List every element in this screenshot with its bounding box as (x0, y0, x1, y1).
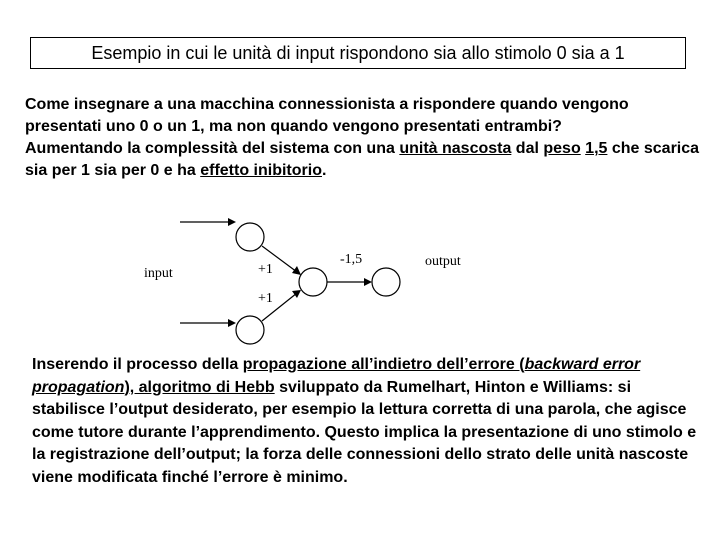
hidden-node (299, 268, 327, 296)
peso-term: peso (543, 140, 581, 157)
intro-text-start: Aumentando la complessità del sistema con una (25, 140, 400, 157)
backprop-paragraph (32, 354, 702, 489)
input-node-bottom (236, 316, 264, 344)
arrowhead-top-to-hidden (292, 266, 301, 275)
weight-inhibit-label: -1,5 (340, 252, 363, 267)
input-label: input (144, 266, 173, 281)
backprop-term: propagazione all’indietro dell’errore ( (242, 356, 525, 373)
output-node (372, 268, 400, 296)
hebb-term: ), algoritmo di Hebb (124, 378, 275, 396)
backprop-english-term: backward error propagation (32, 356, 641, 396)
arrowhead-bottom-to-hidden (292, 290, 301, 298)
input-node-top (236, 223, 264, 251)
weight-top-label: +1 (258, 262, 273, 277)
intro-text-mid3: che scarica sia per 1 sia per 0 e ha (25, 140, 700, 179)
weight-value-term: 1,5 (585, 140, 608, 157)
weight-bottom-label: +1 (258, 291, 273, 306)
hidden-unit-term: unità nascosta (399, 140, 512, 157)
arrowhead-hidden-to-output (364, 278, 372, 286)
intro-question: Come insegnare a una macchina connessionista a rispondere quando vengono presentati uno 0 o un 1, ma non quando vengono presentati entrambi? (25, 96, 629, 135)
slide-title-text: Esempio in cui le unità di input rispondono sia allo stimolo 0 sia a 1 (91, 42, 625, 63)
output-label: output (425, 254, 461, 269)
backprop-text-rest: sviluppato da Rumelhart, Hinton e Williams: si stabilisce l’output desiderato, per esempio la lettura corretta di una parola, che agisce come tutore durante l’apprendimento. Questo implica la presentazione di uno stimolo e la registrazione dell’output; la forza delle connessioni dello strato delle unità nascoste viene modificata finché l’errore è minimo. (32, 378, 697, 486)
input-arrowhead-bottom (228, 319, 236, 327)
input-arrowhead-top (228, 218, 236, 226)
backprop-text-start: Inserendo il processo della (32, 356, 243, 373)
intro-text-end: . (321, 162, 327, 179)
inhibitory-term: effetto inibitorio (200, 162, 322, 179)
intro-text-mid1: dal (511, 140, 544, 157)
